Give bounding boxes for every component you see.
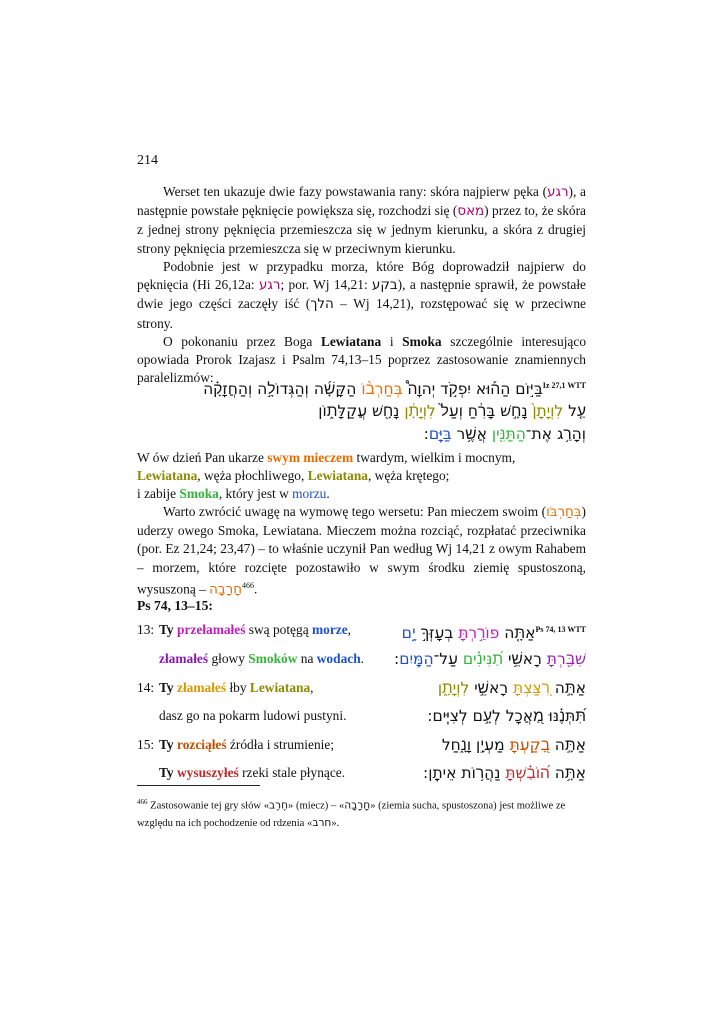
isa-l3c: אֲשֶׁ֥ר xyxy=(451,425,492,443)
fn-h1: חֶרֶב xyxy=(269,799,289,812)
p1-text-a: Werset ten ukazuje dwie fazy powstawania rany: skóra najpierw pęka ( xyxy=(163,184,548,199)
isaiah-ref: Iz 27,1 WTT xyxy=(542,381,586,390)
leviathan-bold: Lewiatana xyxy=(320,334,382,349)
dragon-bold: Smoka xyxy=(402,334,442,349)
ps-h1d: עַל־ xyxy=(433,650,463,668)
p1-text-b: ), a następnie powstałe pęknięcie powiększa się, rozchodzi się ( xyxy=(137,184,586,219)
ps-h1f: : xyxy=(394,650,400,668)
hebrew-bqa: בקע xyxy=(372,278,398,294)
ps-h0d: יָ֑ם xyxy=(401,624,416,643)
ps-h0a: אַתָּ֤ה xyxy=(499,624,536,643)
ps-break: przełamałeś xyxy=(177,622,246,637)
isaiah-line-3 xyxy=(424,424,586,444)
hebrew-bcharbo: בְּחַרְבֹּו xyxy=(546,505,582,520)
trans-a: W ów dzień Pan ukarze xyxy=(137,450,268,465)
ps-num-14: 14: xyxy=(137,680,155,695)
ps-cleaved: rozciąłeś xyxy=(177,737,227,752)
fn-h2: חָרָבָה xyxy=(344,799,371,812)
p4-text-b: ) uderzy owego Smoka, Lewiatana. Mieczem można rozciąć, rozpłatać przeciwnika (por. Ez 21,24; 23,47) – to właśnie uczynił Pan według Wj 14,21 z owym Rahabem – morzem, które rozcięte pozostawiło w swym środku ziemię spustoszoną, wysuszoną – xyxy=(137,504,586,597)
trans-dragon: Smoka xyxy=(179,486,219,502)
paragraph-2 xyxy=(137,258,586,333)
page-number: 214 xyxy=(137,153,158,168)
isaiah-line-1 xyxy=(203,376,586,399)
fn-d: ». xyxy=(331,817,340,829)
isa-l2a: עַ֤ל xyxy=(563,402,586,420)
ps-ty-1: Ty xyxy=(159,622,174,637)
ps-h1a: שִׁבַּ֖רְתָּ xyxy=(546,650,586,668)
ps-13b-end: . xyxy=(360,651,365,666)
ps-15a-end: źródła i strumienie; xyxy=(226,737,335,752)
ps-ref: Ps 74, 13 WTT xyxy=(535,625,586,634)
ps-row-15a xyxy=(137,737,334,753)
ps-heb-14a xyxy=(438,678,586,698)
ps-row-13a xyxy=(137,622,351,638)
fn-a: Zastosowanie tej gry słów « xyxy=(147,800,270,812)
trans-leviathan-2: Lewiatana xyxy=(307,468,368,484)
paragraph-1 xyxy=(137,183,586,258)
ps-dragons: Smoków xyxy=(248,651,298,666)
trans-l: . xyxy=(326,486,330,502)
ps-waters: wodach xyxy=(316,651,361,666)
ps-heb-15b xyxy=(423,763,586,783)
p1-text-c: ) przez to, że skóra z jednej strony pęknięcia przemieszcza się w jednym kierunku, a skóra z drugiej strony pęknięcia przemieszcza się w przeciwnym kierunku. xyxy=(137,203,586,256)
hebrew-hlk: הלך xyxy=(310,297,334,313)
isa-sword: בְּחַרְב֨וֹ xyxy=(361,380,403,399)
ps-h4a: אַתָּ֣ה xyxy=(549,736,586,754)
p4-text-c: . xyxy=(253,581,258,597)
p4-text-a: Warto zwrócić uwagę na wymowę tego wersetu: Pan mieczem swoim ( xyxy=(163,504,547,519)
ps-ty-3: Ty xyxy=(159,737,174,752)
ps-h4b: בָ֭קַעְתָּ xyxy=(509,736,550,754)
ps-h5a: אַתָּ֥ה xyxy=(549,764,586,782)
ps-heb-13b xyxy=(394,649,586,669)
p2-text-a: Podobnie jest w przypadku morza, które Bóg doprowadził najpierw do pęknięcia (Hi 26,12a: xyxy=(137,259,586,293)
ps-h1c: תַ֝נִּינִ֗ים xyxy=(462,650,504,668)
isa-l1a: בַּיּ֣וֹם הַה֡וּא יִפְקֹ֣ד יְהוָה֩ xyxy=(402,380,543,399)
ps-14a-end: , xyxy=(310,680,314,695)
trans-sea: morzu xyxy=(292,486,327,502)
trans-c: twardym, wielkim i mocnym, xyxy=(353,450,516,465)
hebrew-rnc: רגע xyxy=(547,185,569,200)
ps-num-15: 15: xyxy=(137,737,155,752)
ps-heb-15a xyxy=(442,735,586,755)
ps-dried: wysuszyłeś xyxy=(177,765,239,780)
p2-text-d: – Wj 14,21), rozstępować się w przeciwne strony. xyxy=(137,296,586,331)
p3-text-a: O pokonaniu przez Boga xyxy=(163,334,321,349)
p2-text-c: ), a następnie sprawił, że powstałe dwie jego części zaczęły iść ( xyxy=(137,277,586,312)
ps-h2d: לִוְיָתָ֑ן xyxy=(437,679,470,697)
isa-l3a: וְהָרַ֥ג אֶת־ xyxy=(525,425,586,443)
ps-row-13b xyxy=(159,651,364,667)
ps-h2a: אַתָּ֣ה xyxy=(549,679,586,697)
ps-h4c: מַעְיָ֣ן וָנָ֑חַל xyxy=(441,736,510,754)
ps-smashed: złamałeś xyxy=(159,651,209,666)
ps-sea: morze xyxy=(311,622,348,637)
isa-l3e: : xyxy=(423,425,429,443)
ps-heb-13a xyxy=(402,620,586,643)
ps-h1b: רָאשֵׁ֥י xyxy=(503,650,547,668)
isa-sea: בַּיָּֽם xyxy=(428,425,452,443)
ps-heb-14b: תִּ֝תְּנֶ֗נּוּ מַ֭אֲכָל לְעָ֣ם לְצִיִּֽים: xyxy=(427,707,586,725)
footnote-rule xyxy=(137,785,260,786)
fn-c: » (ziemia sucha, spustoszona) jest możliwe ze względu na ich pochodzenie od rdzenia « xyxy=(137,800,566,829)
ps-13b-heads: głowy xyxy=(208,651,249,666)
p3-text-b: i xyxy=(381,334,403,349)
hebrew-mas: מאס xyxy=(457,204,485,220)
ps-h0c: בְעָזְּךָ֣ xyxy=(415,624,459,643)
isa-l2c: נָחָ֣שׁ בָּרִ֔חַ וְעַל֙ xyxy=(435,402,533,420)
ps-h0b: פוֹרַ֣רְתָּ xyxy=(458,624,500,643)
ps-crushed: złamałeś xyxy=(177,680,227,695)
trans-leviathan-1: Lewiatana xyxy=(137,468,198,484)
ps-h5c: נַהֲר֥וֹת אֵיתָֽן: xyxy=(423,764,506,782)
ps-13b-on: na xyxy=(297,651,317,666)
hebrew-charava: חָרָבָה xyxy=(209,582,242,598)
ps-h5b: ה֝וֹבַ֗שְׁתָּ xyxy=(505,764,550,782)
hebrew-rnc-2: רגע xyxy=(259,278,281,294)
isa-leviathan-1: לִוְיָתָן֙ xyxy=(532,402,564,420)
ps-ty-2: Ty xyxy=(159,680,174,695)
ps-row-14b: dasz go na pokarm ludowi pustyni. xyxy=(159,708,347,723)
trans-e: , węża płochliwego, xyxy=(197,468,308,484)
p2-text-b: ; por. Wj 14,21: xyxy=(280,277,373,293)
isa-dragon: הַתַּנִּ֖ין xyxy=(491,425,526,443)
isaiah-line-2 xyxy=(318,401,586,421)
ps-h1e: הַמָּֽיִם xyxy=(399,650,434,668)
ps-row-14a xyxy=(137,680,314,696)
trans-sword: swym mieczem xyxy=(267,450,354,465)
ps-15b-end: rzeki stale płynące. xyxy=(238,765,346,780)
ps-h2c: רָאשֵׁ֣י xyxy=(469,679,514,697)
isaiah-translation xyxy=(137,449,586,504)
ps-ty-4: Ty xyxy=(159,765,174,780)
ps-13a-mid: swą potęgą xyxy=(245,622,312,637)
psalm-heading: Ps 74, 13–15: xyxy=(137,598,213,613)
fn-h3: חרב xyxy=(312,816,332,829)
ps-row-15b xyxy=(159,765,345,781)
isa-leviathan-2: לִוְיָתָ֔ן xyxy=(404,402,436,420)
ps-14a-mid: łby xyxy=(226,680,250,695)
isa-l1c: הַקָּשָׁ֜ה וְהַגְּדוֹלָ֣ה וְהַחֲזָקָ֗ה xyxy=(203,380,362,399)
trans-j: , który jest w xyxy=(218,486,293,502)
trans-g: , węża krętego; xyxy=(367,468,450,484)
footnote-num: 466 xyxy=(137,798,148,806)
isa-l2e: נָחָ֖שׁ עֲקַלָּת֑וֹן xyxy=(318,402,405,420)
ps-13a-end: , xyxy=(347,622,352,637)
p3-text-c: szczególnie interesująco opowiada Prorok Izajasz i Psalm 74,13–15 poprzez zastosowanie znamiennych paralelizmów: xyxy=(137,334,587,386)
paragraph-4 xyxy=(137,503,586,599)
fn-b: » (miecz) – « xyxy=(288,800,345,812)
footnote-466 xyxy=(137,794,586,832)
footnote-ref-466[interactable]: 466 xyxy=(241,580,254,590)
ps-leviathan: Lewiatana xyxy=(249,680,311,695)
ps-num-13: 13: xyxy=(137,622,155,637)
trans-h: i zabije xyxy=(137,486,180,502)
ps-h2b: רִ֭צַּצְתָּ xyxy=(513,679,550,697)
